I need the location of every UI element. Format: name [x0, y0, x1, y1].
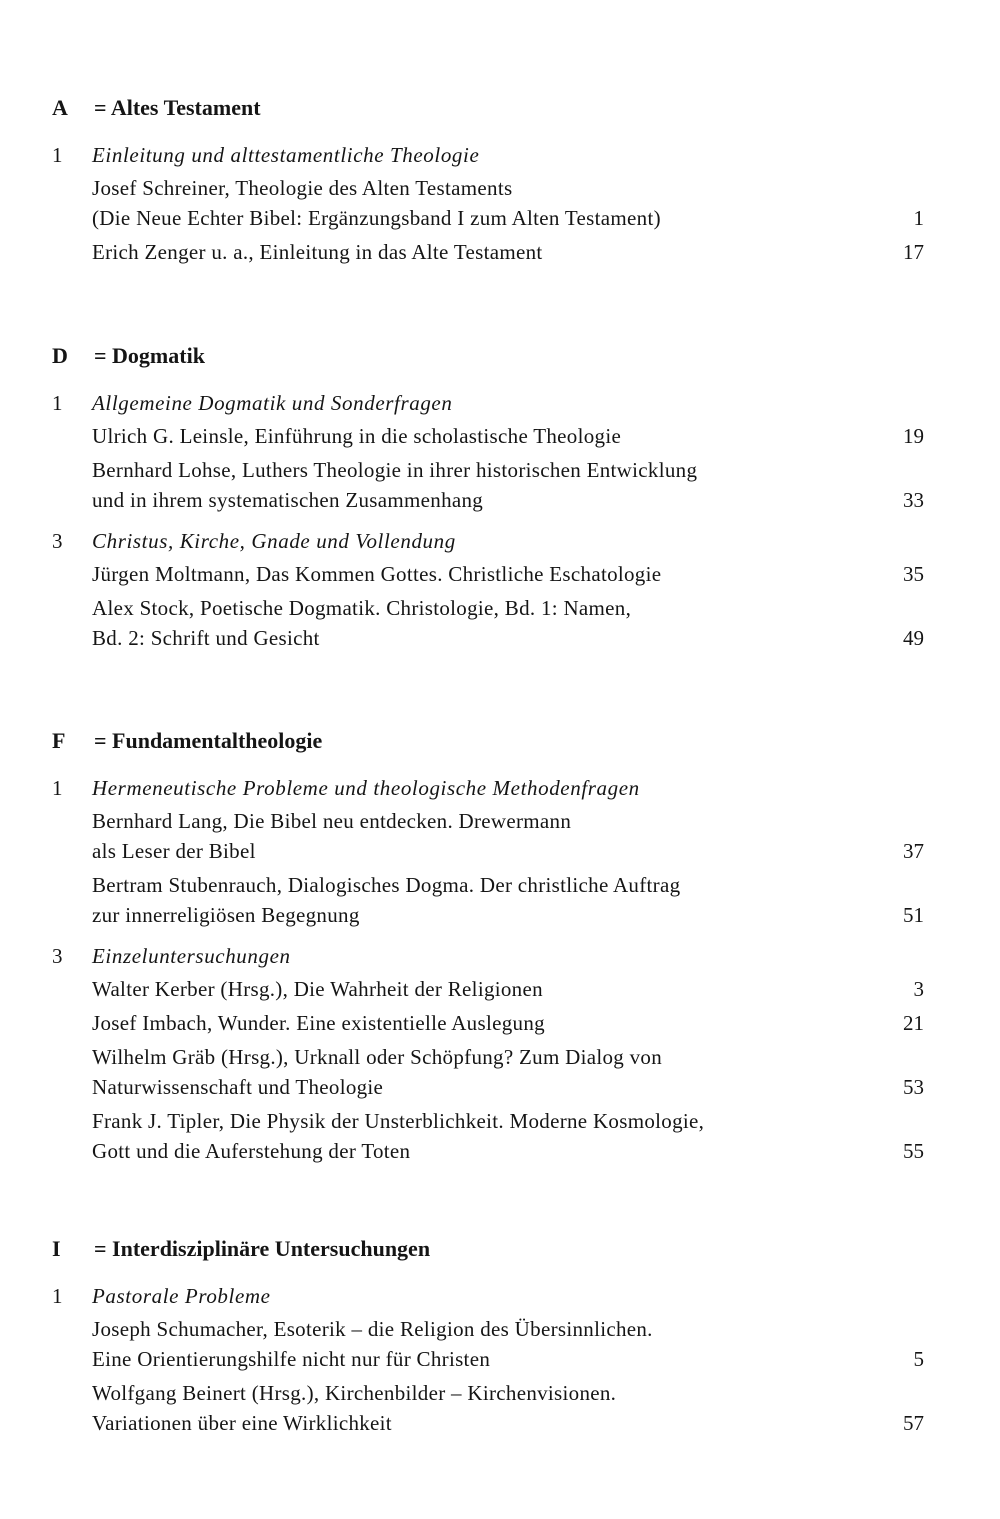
subsection-heading [52, 529, 456, 554]
subsection-title: Einzeluntersuchungen [92, 944, 291, 968]
toc-entry [92, 1314, 924, 1374]
entry-text-line: Ulrich G. Leinsle, Einführung in die scholastische Theologie [92, 424, 622, 448]
page-number: 21 [903, 1011, 924, 1035]
page-number: 35 [903, 562, 924, 586]
subsection-number: 1 [52, 391, 63, 415]
entry-text-line: Wolfgang Beinert (Hrsg.), Kirchenbilder – Kirchenvisionen. [92, 1381, 617, 1405]
toc-entry [92, 173, 924, 233]
subsection-title: Christus, Kirche, Gnade und Vollendung [92, 529, 456, 553]
toc-entry [92, 237, 924, 267]
page-number: 37 [903, 839, 924, 863]
page-number: 55 [903, 1139, 924, 1163]
section-heading [52, 343, 205, 369]
entry-text-line: (Die Neue Echter Bibel: Ergänzungsband I zum Alten Testament) [92, 206, 661, 230]
subsection-title: Einleitung und alttestamentliche Theologie [92, 143, 480, 167]
page-number: 57 [903, 1411, 924, 1435]
subsection-number: 1 [52, 143, 63, 167]
section-title: = Altes Testament [94, 95, 261, 120]
entry-text-line: Bernhard Lohse, Luthers Theologie in ihrer historischen Entwicklung [92, 458, 698, 482]
toc-entry [92, 1008, 924, 1038]
toc-entry [92, 806, 924, 866]
toc-entry [92, 1042, 924, 1102]
toc-entry [92, 1106, 924, 1166]
entry-text-line: als Leser der Bibel [92, 839, 256, 863]
section-heading [52, 1236, 430, 1262]
subsection-number: 3 [52, 529, 63, 553]
entry-text-line: Naturwissenschaft und Theologie [92, 1075, 384, 1099]
subsection-title: Hermeneutische Probleme und theologische Methodenfragen [92, 776, 640, 800]
entry-text-line: Eine Orientierungshilfe nicht nur für Christen [92, 1347, 491, 1371]
entry-text-line: Jürgen Moltmann, Das Kommen Gottes. Christliche Eschatologie [92, 562, 662, 586]
entry-text-line: Wilhelm Gräb (Hrsg.), Urknall oder Schöpfung? Zum Dialog von [92, 1045, 663, 1069]
subsection-number: 3 [52, 944, 63, 968]
page-number: 51 [903, 903, 924, 927]
subsection-title: Pastorale Probleme [92, 1284, 271, 1308]
toc-entry [92, 870, 924, 930]
section-heading [52, 728, 322, 754]
entry-text-line: zur innerreligiösen Begegnung [92, 903, 360, 927]
section-heading [52, 95, 261, 121]
entry-text-line: und in ihrem systematischen Zusammenhang [92, 488, 484, 512]
toc-entry [92, 593, 924, 653]
entry-text-line: Gott und die Auferstehung der Toten [92, 1139, 411, 1163]
entry-text-line: Frank J. Tipler, Die Physik der Unsterblichkeit. Moderne Kosmologie, [92, 1109, 705, 1133]
subsection-heading [52, 1284, 271, 1309]
section-title: = Fundamentaltheologie [94, 728, 323, 753]
entry-text-line: Erich Zenger u. a., Einleitung in das Alte Testament [92, 240, 543, 264]
subsection-number: 1 [52, 776, 63, 800]
toc-entry [92, 455, 924, 515]
subsection-heading [52, 143, 479, 168]
page-number: 3 [913, 977, 924, 1001]
section-title: = Dogmatik [94, 343, 205, 368]
entry-text-line: Walter Kerber (Hrsg.), Die Wahrheit der Religionen [92, 977, 543, 1001]
section-letter: F [52, 728, 66, 753]
entry-text-line: Joseph Schumacher, Esoterik – die Religion des Übersinnlichen. [92, 1317, 653, 1341]
entry-text-line: Variationen über eine Wirklichkeit [92, 1411, 392, 1435]
subsection-heading [52, 776, 640, 801]
page-number: 33 [903, 488, 924, 512]
entry-text-line: Bernhard Lang, Die Bibel neu entdecken. Drewermann [92, 809, 572, 833]
page-number: 49 [903, 626, 924, 650]
page-number: 17 [903, 240, 924, 264]
entry-text-line: Bd. 2: Schrift und Gesicht [92, 626, 320, 650]
section-title: = Interdisziplinäre Untersuchungen [94, 1236, 431, 1261]
toc-entry [92, 974, 924, 1004]
page-number: 5 [913, 1347, 924, 1371]
page-number: 1 [913, 206, 924, 230]
subsection-heading [52, 944, 291, 969]
section-letter: I [52, 1236, 61, 1261]
section-letter: D [52, 343, 68, 368]
section-letter: A [52, 95, 68, 120]
toc-entry [92, 1378, 924, 1438]
subsection-number: 1 [52, 1284, 63, 1308]
page-number: 53 [903, 1075, 924, 1099]
entry-text-line: Josef Schreiner, Theologie des Alten Testaments [92, 176, 513, 200]
page-number: 19 [903, 424, 924, 448]
entry-text-line: Josef Imbach, Wunder. Eine existentielle Auslegung [92, 1011, 545, 1035]
subsection-heading [52, 391, 452, 416]
toc-entry [92, 421, 924, 451]
toc-entry [92, 559, 924, 589]
entry-text-line: Alex Stock, Poetische Dogmatik. Christologie, Bd. 1: Namen, [92, 596, 632, 620]
entry-text-line: Bertram Stubenrauch, Dialogisches Dogma. Der christliche Auftrag [92, 873, 681, 897]
subsection-title: Allgemeine Dogmatik und Sonderfragen [92, 391, 453, 415]
